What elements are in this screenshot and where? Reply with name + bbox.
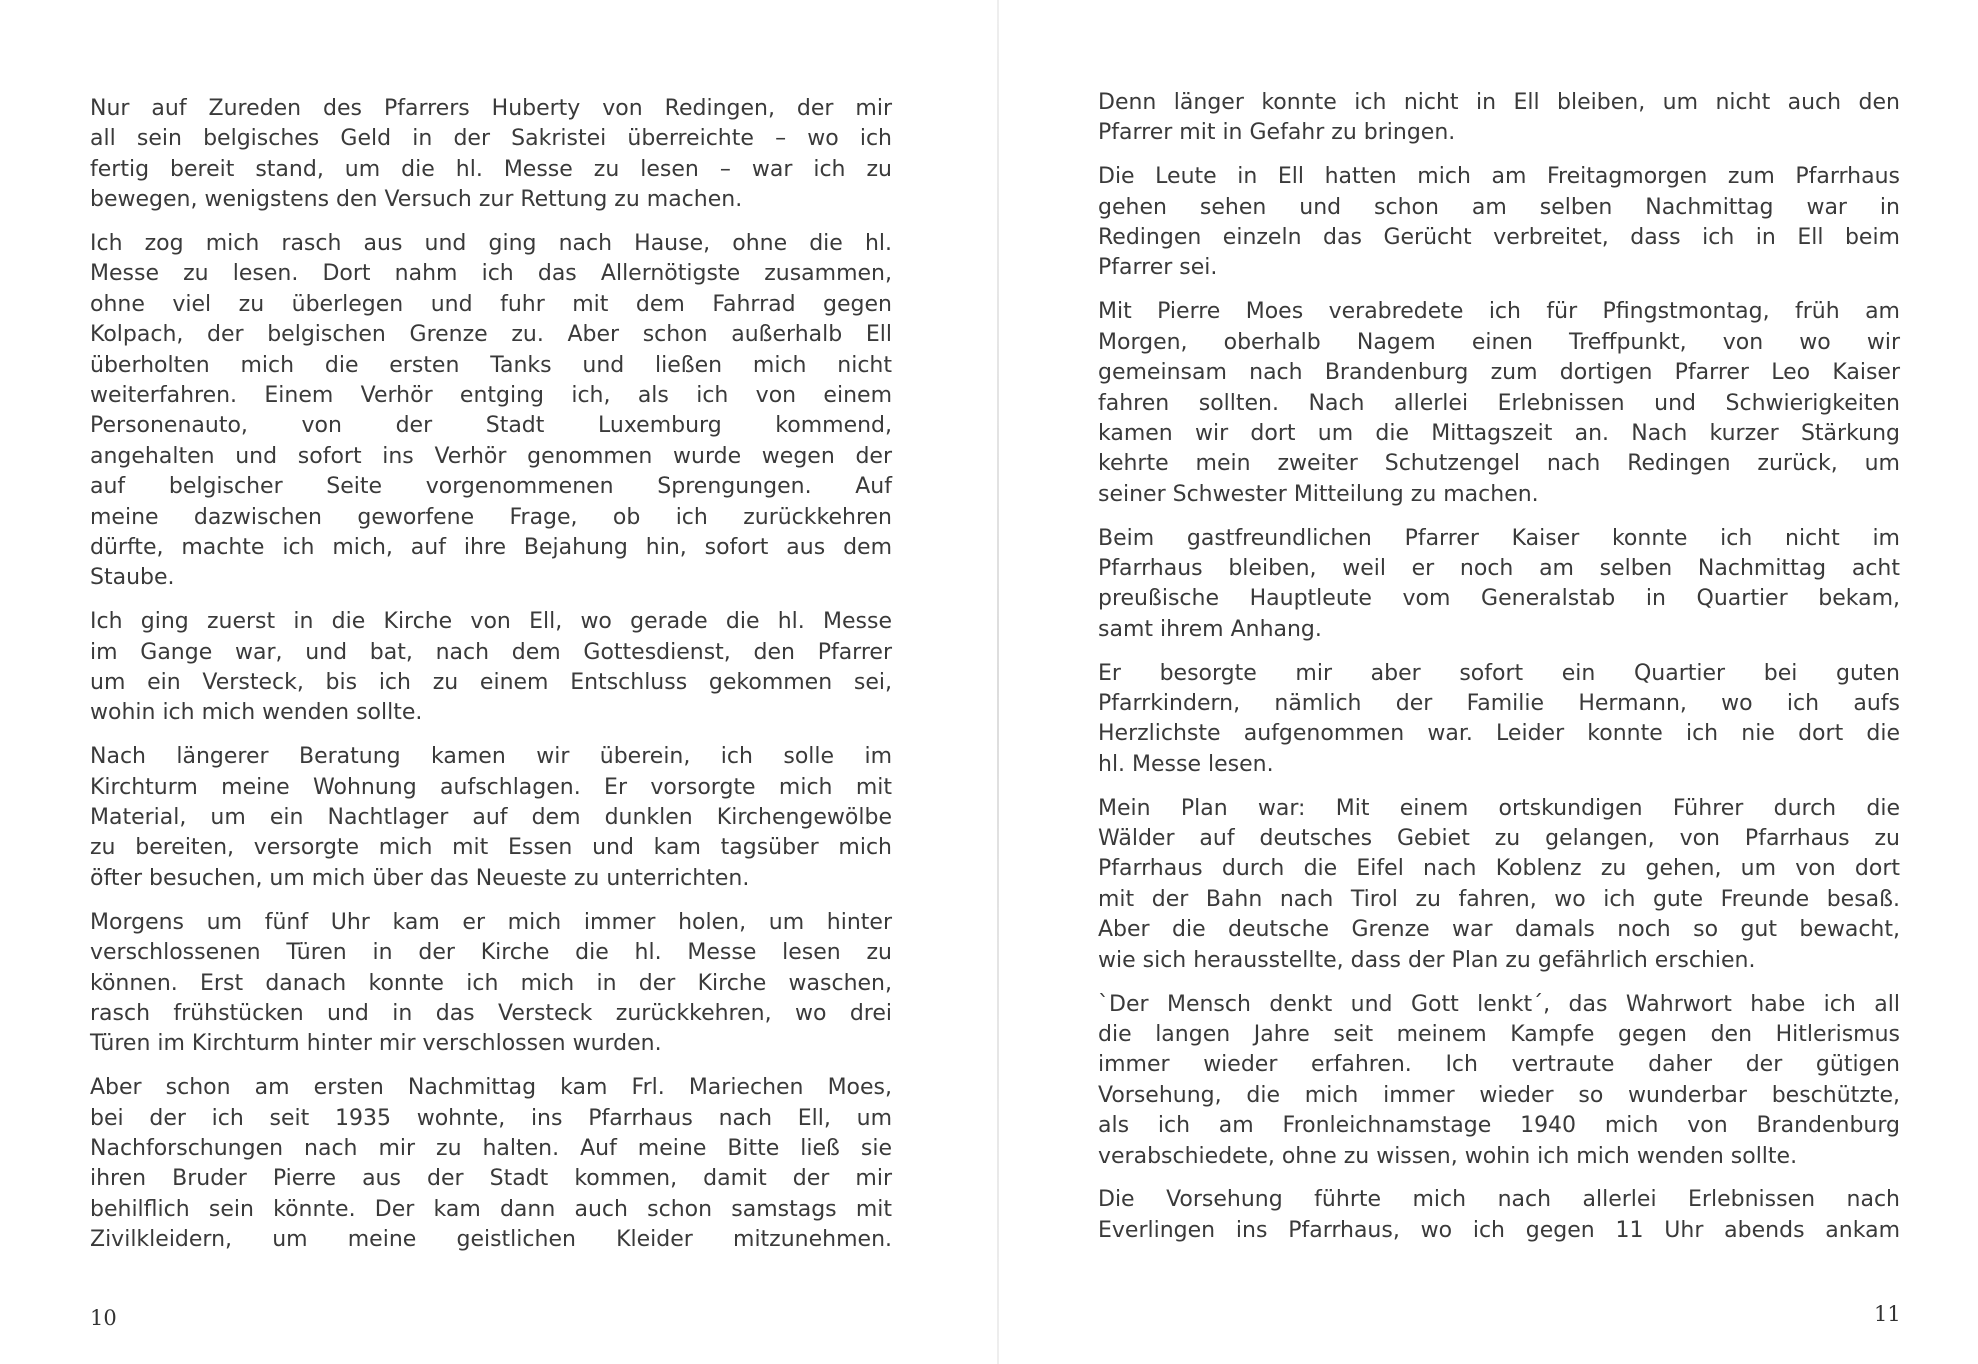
text-line: Die Vorsehung führte mich nach allerlei Erlebnissen nach [1098, 1187, 1900, 1213]
text-line: auf belgischer Seite vorgenommenen Sprengungen. Auf [90, 474, 892, 500]
body-text [90, 94, 892, 1269]
paragraph [90, 908, 892, 1060]
text-line: im Gange war, und bat, nach dem Gottesdienst, den Pfarrer [90, 639, 892, 665]
text-line: Personenauto, von der Stadt Luxemburg kommend, [90, 413, 892, 439]
text-line: hl. Messe lesen. [1098, 751, 1274, 777]
text-line: Pfarrer mit in Gefahr zu bringen. [1098, 120, 1456, 146]
paragraph [90, 229, 892, 594]
text-line: Morgen, oberhalb Nagem einen Treffpunkt, von wo wir [1098, 329, 1900, 355]
text-line: verschlossenen Türen in der Kirche die hl. Messe lesen zu [90, 940, 892, 966]
text-line: seiner Schwester Mitteilung zu machen. [1098, 481, 1539, 507]
paragraph [1098, 794, 1900, 976]
text-line: Vorsehung, die mich immer wieder so wunderbar beschützte, [1098, 1082, 1900, 1108]
text-line: um ein Versteck, bis ich zu einem Entschluss gekommen sei, [90, 670, 892, 696]
text-line: immer wieder erfahren. Ich vertraute daher der gütigen [1098, 1052, 1900, 1078]
text-line: Kolpach, der belgischen Grenze zu. Aber schon außerhalb Ell [90, 322, 892, 348]
text-line: Herzlichste aufgenommen war. Leider konnte ich nie dort die [1098, 721, 1900, 747]
text-line: gemeinsam nach Brandenburg zum dortigen Pfarrer Leo Kaiser [1098, 360, 1900, 386]
text-line: kehrte mein zweiter Schutzengel nach Redingen zurück, um [1098, 451, 1900, 477]
text-line: fahren sollten. Nach allerlei Erlebnissen und Schwierigkeiten [1098, 390, 1900, 416]
text-line: Pfarrhaus durch die Eifel nach Koblenz zu gehen, um von dort [1098, 856, 1900, 882]
paragraph [90, 94, 892, 216]
text-line: verabschiedete, ohne zu wissen, wohin ich mich wenden sollte. [1098, 1143, 1798, 1169]
text-line: behilflich sein könnte. Der kam dann auch schon samstags mit [90, 1196, 892, 1222]
text-line: Staube. [90, 565, 175, 591]
paragraph [1098, 162, 1900, 284]
text-line: zu bereiten, versorgte mich mit Essen und kam tagsüber mich [90, 835, 892, 861]
text-line: öfter besuchen, um mich über das Neueste zu unterrichten. [90, 865, 750, 891]
paragraph [1098, 659, 1900, 781]
text-line: Messe zu lesen. Dort nahm ich das Allernötigste zusammen, [90, 261, 892, 287]
page-number: 10 [90, 1306, 117, 1330]
text-line: Nach längerer Beratung kamen wir überein, ich solle im [90, 744, 892, 770]
text-line: überholten mich die ersten Tanks und ließen mich nicht [90, 352, 892, 378]
text-line: `Der Mensch denkt und Gott lenkt´, das Wahrwort habe ich all [1098, 991, 1900, 1017]
paragraph [1098, 88, 1900, 149]
text-line: Die Leute in Ell hatten mich am Freitagmorgen zum Pfarrhaus [1098, 164, 1900, 190]
paragraph [1098, 990, 1900, 1172]
text-line: all sein belgisches Geld in der Sakristei überreichte – wo ich [90, 126, 892, 152]
text-line: Pfarrhaus bleiben, weil er noch am selben Nachmittag acht [1098, 555, 1900, 581]
text-line: bewegen, wenigstens den Versuch zur Rettung zu machen. [90, 187, 743, 213]
text-line: können. Erst danach konnte ich mich in der Kirche waschen, [90, 970, 892, 996]
text-line: Aber schon am ersten Nachmittag kam Frl. Mariechen Moes, [90, 1075, 892, 1101]
text-line: Everlingen ins Pfarrhaus, wo ich gegen 11 Uhr abends ankam [1098, 1217, 1900, 1243]
paragraph [90, 742, 892, 894]
text-line: Ich zog mich rasch aus und ging nach Hause, ohne die hl. [90, 231, 892, 257]
paragraph [1098, 524, 1900, 646]
page-number: 11 [1874, 1302, 1901, 1326]
text-line: Denn länger konnte ich nicht in Ell bleiben, um nicht auch den [1098, 90, 1900, 115]
text-line: weiterfahren. Einem Verhör entging ich, als ich von einem [90, 383, 892, 409]
text-line: fertig bereit stand, um die hl. Messe zu lesen – war ich zu [90, 156, 892, 182]
text-line: als ich am Fronleichnamstage 1940 mich von Brandenburg [1098, 1113, 1900, 1139]
text-line: wie sich herausstellte, dass der Plan zu gefährlich erschien. [1098, 947, 1756, 973]
text-line: Türen im Kirchturm hinter mir verschlossen wurden. [90, 1031, 662, 1057]
text-line: ihren Bruder Pierre aus der Stadt kommen, damit der mir [90, 1166, 892, 1192]
paragraph [1098, 1185, 1900, 1246]
text-line: gehen sehen und schon am selben Nachmittag war in [1098, 194, 1900, 220]
text-line: Wälder auf deutsches Gebiet zu gelangen, von Pfarrhaus zu [1098, 826, 1900, 852]
text-line: die langen Jahre seit meinem Kampfe gegen den Hitlerismus [1098, 1021, 1900, 1047]
text-line: Er besorgte mir aber sofort ein Quartier bei guten [1098, 660, 1900, 686]
paragraph [1098, 297, 1900, 510]
text-line: Zivilkleidern, um meine geistlichen Kleider mitzunehmen. [90, 1227, 892, 1253]
text-line: kamen wir dort um die Mittagszeit an. Nach kurzer Stärkung [1098, 420, 1900, 446]
text-line: Kirchturm meine Wohnung aufschlagen. Er vorsorgte mich mit [90, 774, 892, 800]
text-line: Aber die deutsche Grenze war damals noch so gut bewacht, [1098, 917, 1900, 943]
text-line: Redingen einzeln das Gerücht verbreitet, dass ich in Ell beim [1098, 225, 1900, 251]
text-line: Ich ging zuerst in die Kirche von Ell, wo gerade die hl. Messe [90, 609, 892, 635]
body-text [1098, 88, 1900, 1260]
text-line: meine dazwischen geworfene Frage, ob ich zurückkehren [90, 504, 892, 530]
text-line: dürfte, machte ich mich, auf ihre Bejahung hin, sofort aus dem [90, 534, 892, 560]
text-line: Nachforschungen nach mir zu halten. Auf meine Bitte ließ sie [90, 1136, 892, 1161]
paragraph [90, 607, 892, 729]
text-line: Material, um ein Nachtlager auf dem dunklen Kirchengewölbe [90, 805, 892, 831]
text-line: rasch frühstücken und in das Versteck zurückkehren, wo drei [90, 1000, 892, 1026]
text-line: Pfarrkindern, nämlich der Familie Hermann, wo ich aufs [1098, 691, 1900, 717]
text-line: Pfarrer sei. [1098, 255, 1218, 281]
text-line: mit der Bahn nach Tirol zu fahren, wo ich gute Freunde besaß. [1098, 886, 1900, 912]
text-line: Morgens um fünf Uhr kam er mich immer holen, um hinter [90, 909, 892, 935]
paragraph [90, 1073, 892, 1255]
right-page [999, 0, 1978, 1364]
text-line: ohne viel zu überlegen und fuhr mit dem Fahrrad gegen [90, 291, 892, 317]
text-line: Nur auf Zureden des Pfarrers Huberty von Redingen, der mir [90, 96, 892, 121]
text-line: angehalten und sofort ins Verhör genommen wurde wegen der [90, 443, 892, 469]
text-line: samt ihrem Anhang. [1098, 616, 1322, 642]
text-line: wohin ich mich wenden sollte. [90, 700, 423, 726]
text-line: Mein Plan war: Mit einem ortskundigen Führer durch die [1098, 795, 1900, 821]
text-line: bei der ich seit 1935 wohnte, ins Pfarrhaus nach Ell, um [90, 1105, 892, 1131]
text-line: preußische Hauptleute vom Generalstab in Quartier bekam, [1098, 586, 1900, 612]
text-line: Mit Pierre Moes verabredete ich für Pfingstmontag, früh am [1098, 299, 1900, 325]
text-line: Beim gastfreundlichen Pfarrer Kaiser konnte ich nicht im [1098, 525, 1900, 551]
